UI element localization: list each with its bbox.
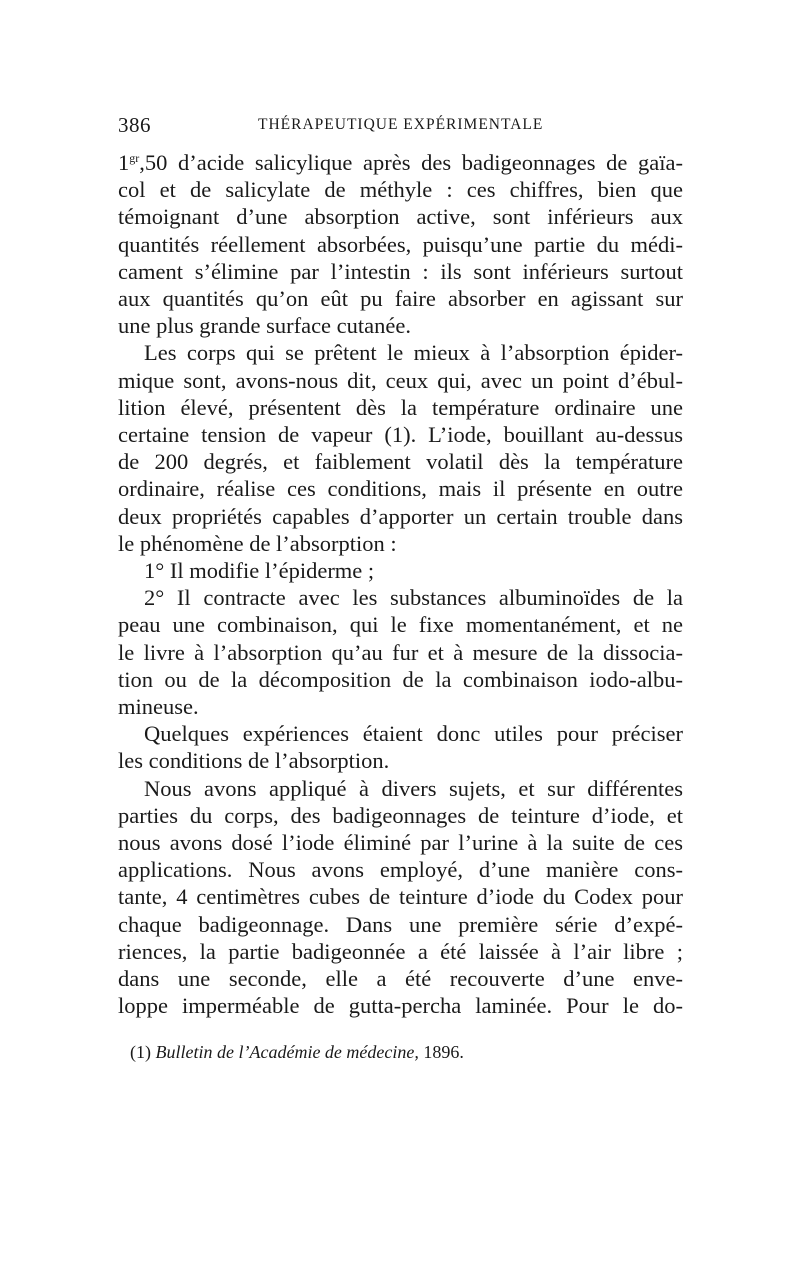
text-line: parties du corps, des badigeonnages de teinture d’iode, et	[118, 802, 683, 828]
text-line: tante, 4 centimètres cubes de teinture d’iode du Codex pour	[118, 884, 683, 910]
text-line: loppe imperméable de gutta-percha laminée. Pour le do-	[118, 993, 683, 1019]
paragraph	[118, 584, 683, 720]
text-line: certaine tension de vapeur (1). L’iode, bouillant au-dessus	[118, 422, 683, 448]
text-line: aux quantités qu’on eût pu faire absorber en agissant sur	[118, 286, 683, 312]
text-line: chaque badigeonnage. Dans une première série d’expé-	[118, 911, 683, 937]
text-line: le phénomène de l’absorption :	[118, 530, 397, 556]
text-line: témoignant d’une absorption active, sont inférieurs aux	[118, 204, 683, 230]
text-line: lition élevé, présentent dès la température ordinaire une	[118, 394, 683, 420]
text-line: cament s’élimine par l’intestin : ils sont inférieurs surtout	[118, 258, 683, 284]
paragraph	[118, 557, 683, 584]
text-line: applications. Nous avons employé, d’une manière cons-	[118, 857, 683, 883]
paragraph	[118, 149, 683, 339]
footnote-source: Bulletin de l’Académie de médecine,	[155, 1042, 419, 1062]
text-line: ordinaire, réalise ces conditions, mais il présente en outre	[118, 476, 683, 502]
text-line: mineuse.	[118, 694, 199, 720]
text-line: Nous avons appliqué à divers sujets, et sur différentes	[144, 775, 683, 801]
running-title: THÉRAPEUTIQUE EXPÉRIMENTALE	[258, 116, 544, 133]
paragraph	[118, 339, 683, 557]
text-line: $1^{gr},50$ d’acide salicylique après des badigeonnages de gaïa-	[118, 150, 683, 175]
page-number: 386	[118, 113, 151, 137]
text-line: col et de salicylate de méthyle : ces chiffres, bien que	[118, 177, 683, 203]
text-line: les conditions de l’absorption.	[118, 748, 390, 774]
text-line: tion ou de la décomposition de la combinaison iodo-albu-	[118, 666, 683, 692]
text-line: Les corps qui se prêtent le mieux à l’absorption épider-	[144, 340, 683, 366]
text-line: deux propriétés capables d’apporter un certain trouble dans	[118, 503, 683, 529]
text-line: de 200 degrés, et faiblement volatil dès la température	[118, 449, 683, 475]
text-line: le livre à l’absorption qu’au fur et à mesure de la dissocia-	[118, 639, 683, 665]
paragraph	[118, 775, 683, 1020]
footnote-year: 1896.	[423, 1042, 464, 1062]
text-line: peau une combinaison, qui le fixe momentanément, et ne	[118, 612, 683, 638]
text-line: une plus grande surface cutanée.	[118, 313, 411, 339]
text-line: 1° Il modifie l’épiderme ;	[144, 558, 375, 584]
body-text	[118, 149, 683, 1020]
paragraph	[118, 720, 683, 774]
text-line: nous avons dosé l’iode éliminé par l’urine à la suite de ces	[118, 830, 683, 856]
text-line: Quelques expériences étaient donc utiles pour préciser	[144, 721, 683, 747]
footnote	[130, 1041, 464, 1063]
text-line: dans une seconde, elle a été recouverte d’une enve-	[118, 966, 683, 992]
text-line: 2° Il contracte avec les substances albuminoïdes de la	[144, 585, 683, 611]
running-head	[118, 113, 683, 143]
text-line: quantités réellement absorbées, puisqu’une partie du médi-	[118, 231, 683, 257]
footnote-marker: (1)	[130, 1042, 151, 1062]
text-line: mique sont, avons-nous dit, ceux qui, avec un point d’ébul-	[118, 367, 683, 393]
text-line: riences, la partie badigeonnée a été laissée à l’air libre ;	[118, 938, 683, 964]
